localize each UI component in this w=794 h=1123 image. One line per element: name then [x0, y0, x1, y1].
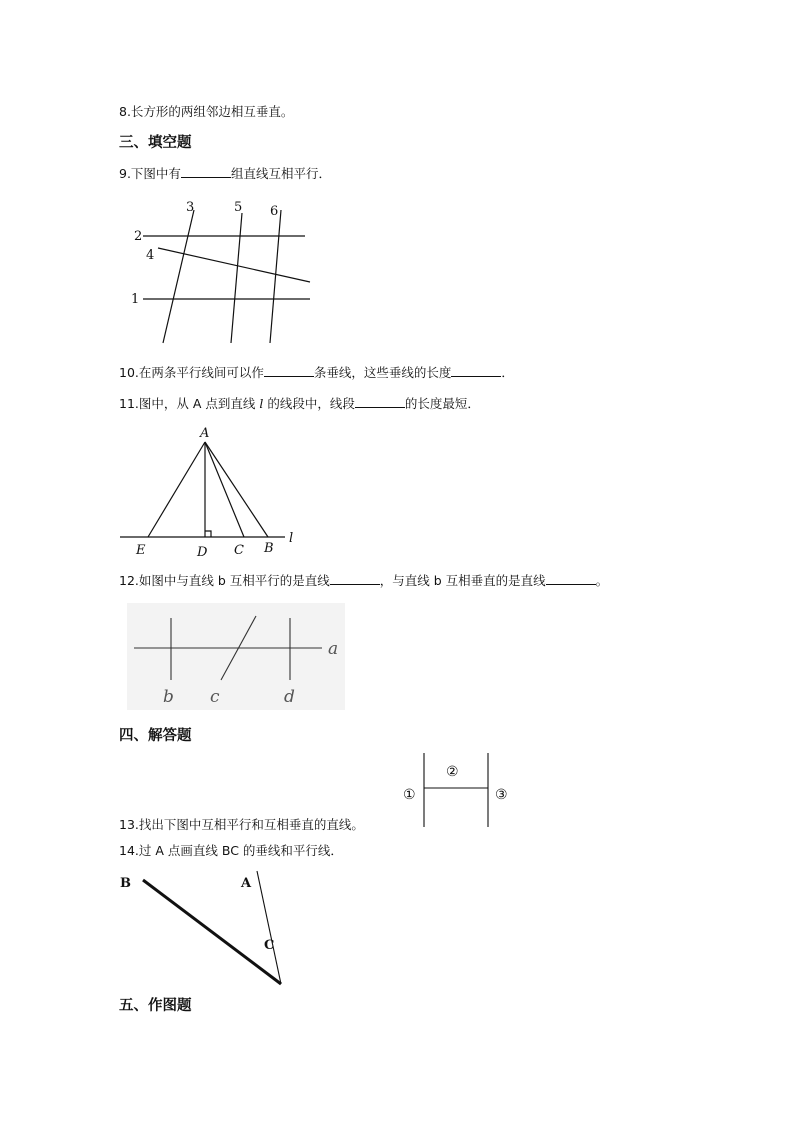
label-circled-1: ①	[403, 787, 416, 803]
question-11-text-before: 11.图中，从 A 点到直线	[119, 396, 260, 411]
figure-q11-triangle	[115, 422, 300, 562]
label-3: 3	[186, 200, 195, 215]
question-9	[119, 166, 331, 182]
label-A: A	[200, 426, 210, 441]
label-6: 6	[270, 204, 279, 219]
question-9-text-after: 组直线互相平行．	[230, 166, 331, 181]
answer-blank[interactable]	[451, 365, 501, 377]
label-C: C	[234, 543, 244, 558]
figure-q9-lines	[128, 196, 318, 348]
figure-q14-lines	[115, 866, 290, 990]
question-12	[119, 573, 608, 589]
question-8	[119, 104, 293, 120]
line-5	[231, 213, 242, 343]
question-12-text-before: 12.如图中与直线 b 互相平行的是直线	[119, 573, 330, 588]
section-5-heading: 五、作图题	[119, 998, 192, 1014]
label-A: A	[241, 876, 252, 891]
question-11-text-after: 的长度最短．	[404, 396, 480, 411]
label-E: E	[136, 543, 146, 558]
question-10	[119, 365, 514, 381]
question-11-line-name: l	[259, 396, 264, 411]
segment-AC	[205, 442, 244, 537]
figure-q12-lines	[125, 600, 350, 712]
section-3-heading: 三、填空题	[119, 135, 192, 151]
line-3	[163, 210, 194, 343]
label-2: 2	[134, 229, 143, 244]
label-l: l	[289, 531, 294, 546]
label-b: b	[163, 687, 174, 707]
line-BC	[143, 880, 281, 984]
question-9-text-before: 9.下图中有	[119, 166, 181, 181]
label-B: B	[120, 876, 131, 891]
label-a: a	[328, 639, 339, 659]
answer-blank[interactable]	[330, 573, 380, 585]
question-12-text-middle: ，与直线 b 互相垂直的是直线	[379, 573, 546, 588]
question-14	[119, 843, 343, 859]
question-11	[119, 396, 480, 412]
answer-blank[interactable]	[355, 396, 405, 408]
answer-blank[interactable]	[264, 365, 314, 377]
question-10-text-before: 10.在两条平行线间可以作	[119, 365, 264, 380]
answer-blank[interactable]	[546, 573, 596, 585]
section-4-heading: 四、解答题	[119, 728, 192, 744]
question-13	[119, 817, 364, 833]
question-10-text-after: ．	[501, 365, 514, 380]
label-c: c	[210, 687, 220, 707]
label-circled-3: ③	[495, 787, 508, 803]
line-6	[270, 210, 281, 343]
segment-AB	[205, 442, 268, 537]
figure-q13-lines	[398, 750, 516, 830]
question-10-text-middle: 条垂线，这些垂线的长度	[313, 365, 452, 380]
segment-AE	[148, 442, 205, 537]
question-13-text: 13.找出下图中互相平行和互相垂直的直线。	[119, 817, 364, 832]
label-B: B	[264, 541, 274, 556]
label-d: d	[284, 687, 295, 707]
answer-blank[interactable]	[181, 166, 231, 178]
question-8-text: 8.长方形的两组邻边相互垂直。	[119, 104, 294, 119]
question-14-text: 14.过 A 点画直线 BC 的垂线和平行线．	[119, 843, 343, 858]
label-5: 5	[234, 200, 243, 215]
label-D: D	[197, 545, 208, 560]
label-C: C	[264, 938, 275, 953]
question-12-text-after: 。	[595, 573, 609, 588]
label-1: 1	[131, 292, 140, 307]
question-11-text-middle: 的线段中，线段	[263, 396, 355, 411]
figure-background	[127, 603, 345, 710]
label-4: 4	[146, 248, 155, 263]
right-angle-mark	[205, 531, 211, 537]
label-circled-2: ②	[446, 764, 459, 780]
